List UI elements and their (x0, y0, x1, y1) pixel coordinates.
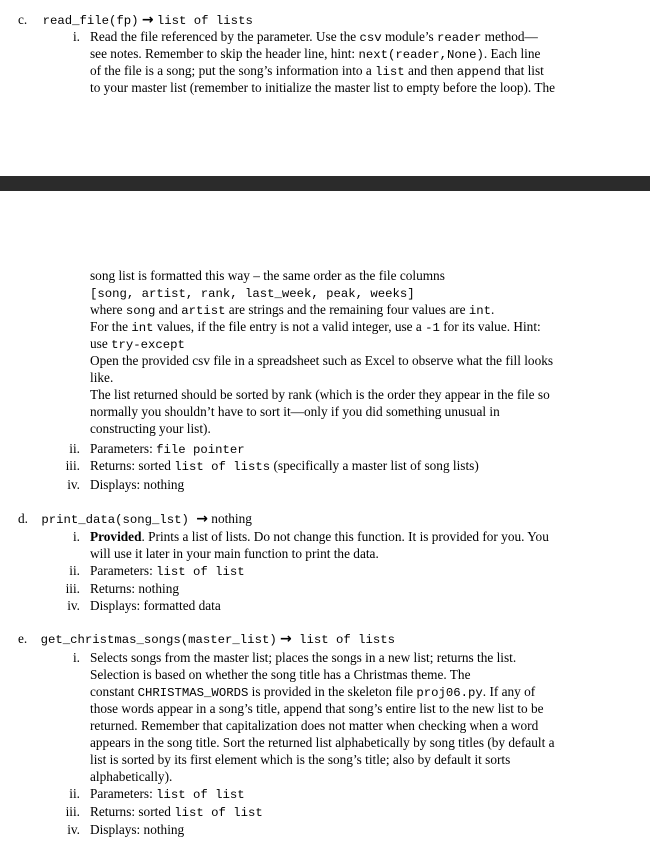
text-run: For the (90, 319, 132, 334)
provided-label: Provided (90, 529, 142, 544)
section-e-function-signature: get_christmas_songs(master_list) (40, 633, 277, 647)
d-i-line-2: will use it later in your main function to print the data. (90, 546, 379, 561)
right-arrow-icon: → (196, 511, 208, 527)
text-line (90, 700, 544, 717)
text-run: those words appear in a song’s title, append that song’s entire list to the new list to be (90, 701, 544, 716)
text-line (90, 785, 245, 804)
inline-code: [song, artist, rank, last_week, peak, weeks] (90, 287, 415, 301)
inline-code: try-except (111, 338, 185, 352)
inline-code: artist (181, 304, 226, 318)
text-run: Selects songs from the master list; places the songs in a new list; returns the list. (90, 650, 517, 665)
inline-code: list (375, 65, 405, 79)
c-iii-numeral: iii. (65, 458, 80, 473)
e-iii-numeral: iii. (65, 804, 80, 819)
inline-code: csv (359, 31, 382, 45)
c-i-numeral: i. (72, 29, 80, 44)
text-run: constructing your list). (90, 421, 211, 436)
text-run: of the file is a song; put the song’s information into a (90, 63, 376, 78)
text-run: where (90, 302, 126, 317)
text-line (90, 768, 172, 785)
inline-code: list of lists (174, 460, 271, 474)
page-divider-bar (0, 176, 650, 191)
section-c-letter: c. (18, 12, 28, 27)
text-run: song list is formatted this way – the same order as the file columns (90, 268, 445, 283)
text-line (90, 562, 245, 581)
text-run: and (155, 302, 182, 317)
inline-code: int (131, 321, 154, 335)
text-run: alphabetically). (90, 769, 173, 784)
text-run: Parameters: (90, 786, 157, 801)
inline-code: next(reader,None) (358, 48, 484, 62)
text-run: returned. Remember that capitalization does not matter when checking when a word (90, 718, 539, 733)
text-run: constant (90, 684, 138, 699)
e-i-numeral: i. (72, 650, 80, 665)
inline-code: reader (437, 31, 482, 45)
section-c-return-type: list of lists (156, 14, 253, 28)
section-e-letter: e. (18, 631, 28, 646)
text-run: Returns: sorted (90, 458, 175, 473)
text-line (90, 79, 555, 96)
inline-code: int (468, 304, 491, 318)
text-line (90, 386, 550, 403)
text-run: . If any of (482, 684, 536, 699)
right-arrow-icon: → (141, 12, 154, 28)
inline-code: append (456, 65, 501, 79)
text-run: . (490, 302, 495, 317)
text-run: for its value. Hint: (439, 319, 541, 334)
text-run: appears in the song title. Sort the returned list alphabetically by song titles (by default a (90, 735, 555, 750)
text-line (90, 420, 211, 437)
d-i-first-line (90, 528, 549, 545)
text-run: (specifically a master list of song lists) (270, 458, 479, 473)
text-line (90, 803, 263, 822)
d-iv-text: Displays: formatted data (90, 598, 221, 613)
e-iv-text: Displays: nothing (90, 822, 185, 837)
section-e-heading (18, 630, 395, 649)
inline-code: list of list (156, 788, 245, 802)
text-run: Read the file referenced by the parameter. Use the (90, 29, 360, 44)
section-d-heading (18, 510, 252, 529)
text-line (90, 751, 510, 768)
text-run: The list returned should be sorted by rank (which is the order they appear in the file so (90, 387, 550, 402)
text-run: like. (90, 370, 114, 385)
text-line (90, 649, 516, 666)
d-iv-numeral: iv. (67, 598, 80, 613)
text-run: see notes. Remember to skip the header line, hint: (90, 46, 359, 61)
section-d-letter: d. (18, 511, 28, 526)
text-run: Selection is based on whether the song title has a Christmas theme. The (90, 667, 471, 682)
c-ii-numeral: ii. (69, 441, 80, 456)
d-i-line-1: . Prints a list of lists. Do not change this function. It is provided for you. You (141, 529, 549, 544)
text-run: use (90, 336, 112, 351)
d-iii-text: Returns: nothing (90, 581, 180, 596)
text-line (90, 267, 445, 284)
inline-code: CHRISTMAS_WORDS (137, 686, 249, 700)
text-line (90, 717, 538, 734)
text-line (90, 403, 500, 420)
text-run: method— (481, 29, 538, 44)
text-run: are strings and the remaining four values are (225, 302, 469, 317)
text-run: values, if the file entry is not a valid integer, use a (153, 319, 426, 334)
text-run: normally you shouldn’t have to sort it—only if you did something unusual in (90, 404, 500, 419)
text-run: Parameters: (90, 563, 157, 578)
text-run: Parameters: (90, 441, 157, 456)
text-run: module’s (381, 29, 438, 44)
inline-code: -1 (425, 321, 440, 335)
c-iv-text: Displays: nothing (90, 477, 185, 492)
text-line (90, 666, 470, 683)
e-iv-numeral: iv. (67, 822, 80, 837)
section-c-function-signature: read_file(fp) (42, 14, 139, 28)
text-line (90, 352, 553, 369)
text-run: and then (404, 63, 457, 78)
text-line (90, 369, 113, 386)
inline-code: list of list (174, 806, 263, 820)
d-iii-numeral: iii. (65, 581, 80, 596)
inline-code: song (125, 304, 156, 318)
e-ii-numeral: ii. (69, 786, 80, 801)
text-run: is provided in the skeleton file (248, 684, 417, 699)
inline-code: proj06.py (416, 686, 483, 700)
inline-code: list of list (156, 565, 245, 579)
text-run: that list (501, 63, 544, 78)
right-arrow-icon: → (280, 631, 292, 647)
text-run: . Each line (483, 46, 541, 61)
section-d-return-type: nothing (211, 511, 252, 526)
c-iv-numeral: iv. (67, 477, 80, 492)
text-line (90, 457, 479, 476)
d-ii-numeral: ii. (69, 563, 80, 578)
section-e-return-type: list of lists (299, 633, 396, 647)
text-run: Open the provided csv file in a spreadsheet such as Excel to observe what the fill looks (90, 353, 554, 368)
text-run: to your master list (remember to initialize the master list to empty before the loop). The (90, 80, 556, 95)
section-d-function-signature: print_data(song_lst) (41, 513, 189, 527)
d-i-numeral: i. (72, 529, 80, 544)
text-line (90, 734, 555, 751)
inline-code: file pointer (156, 443, 245, 457)
text-run: Returns: sorted (90, 804, 175, 819)
text-run: list is sorted by its first element which is the song’s title; also by default it sorts (90, 752, 511, 767)
